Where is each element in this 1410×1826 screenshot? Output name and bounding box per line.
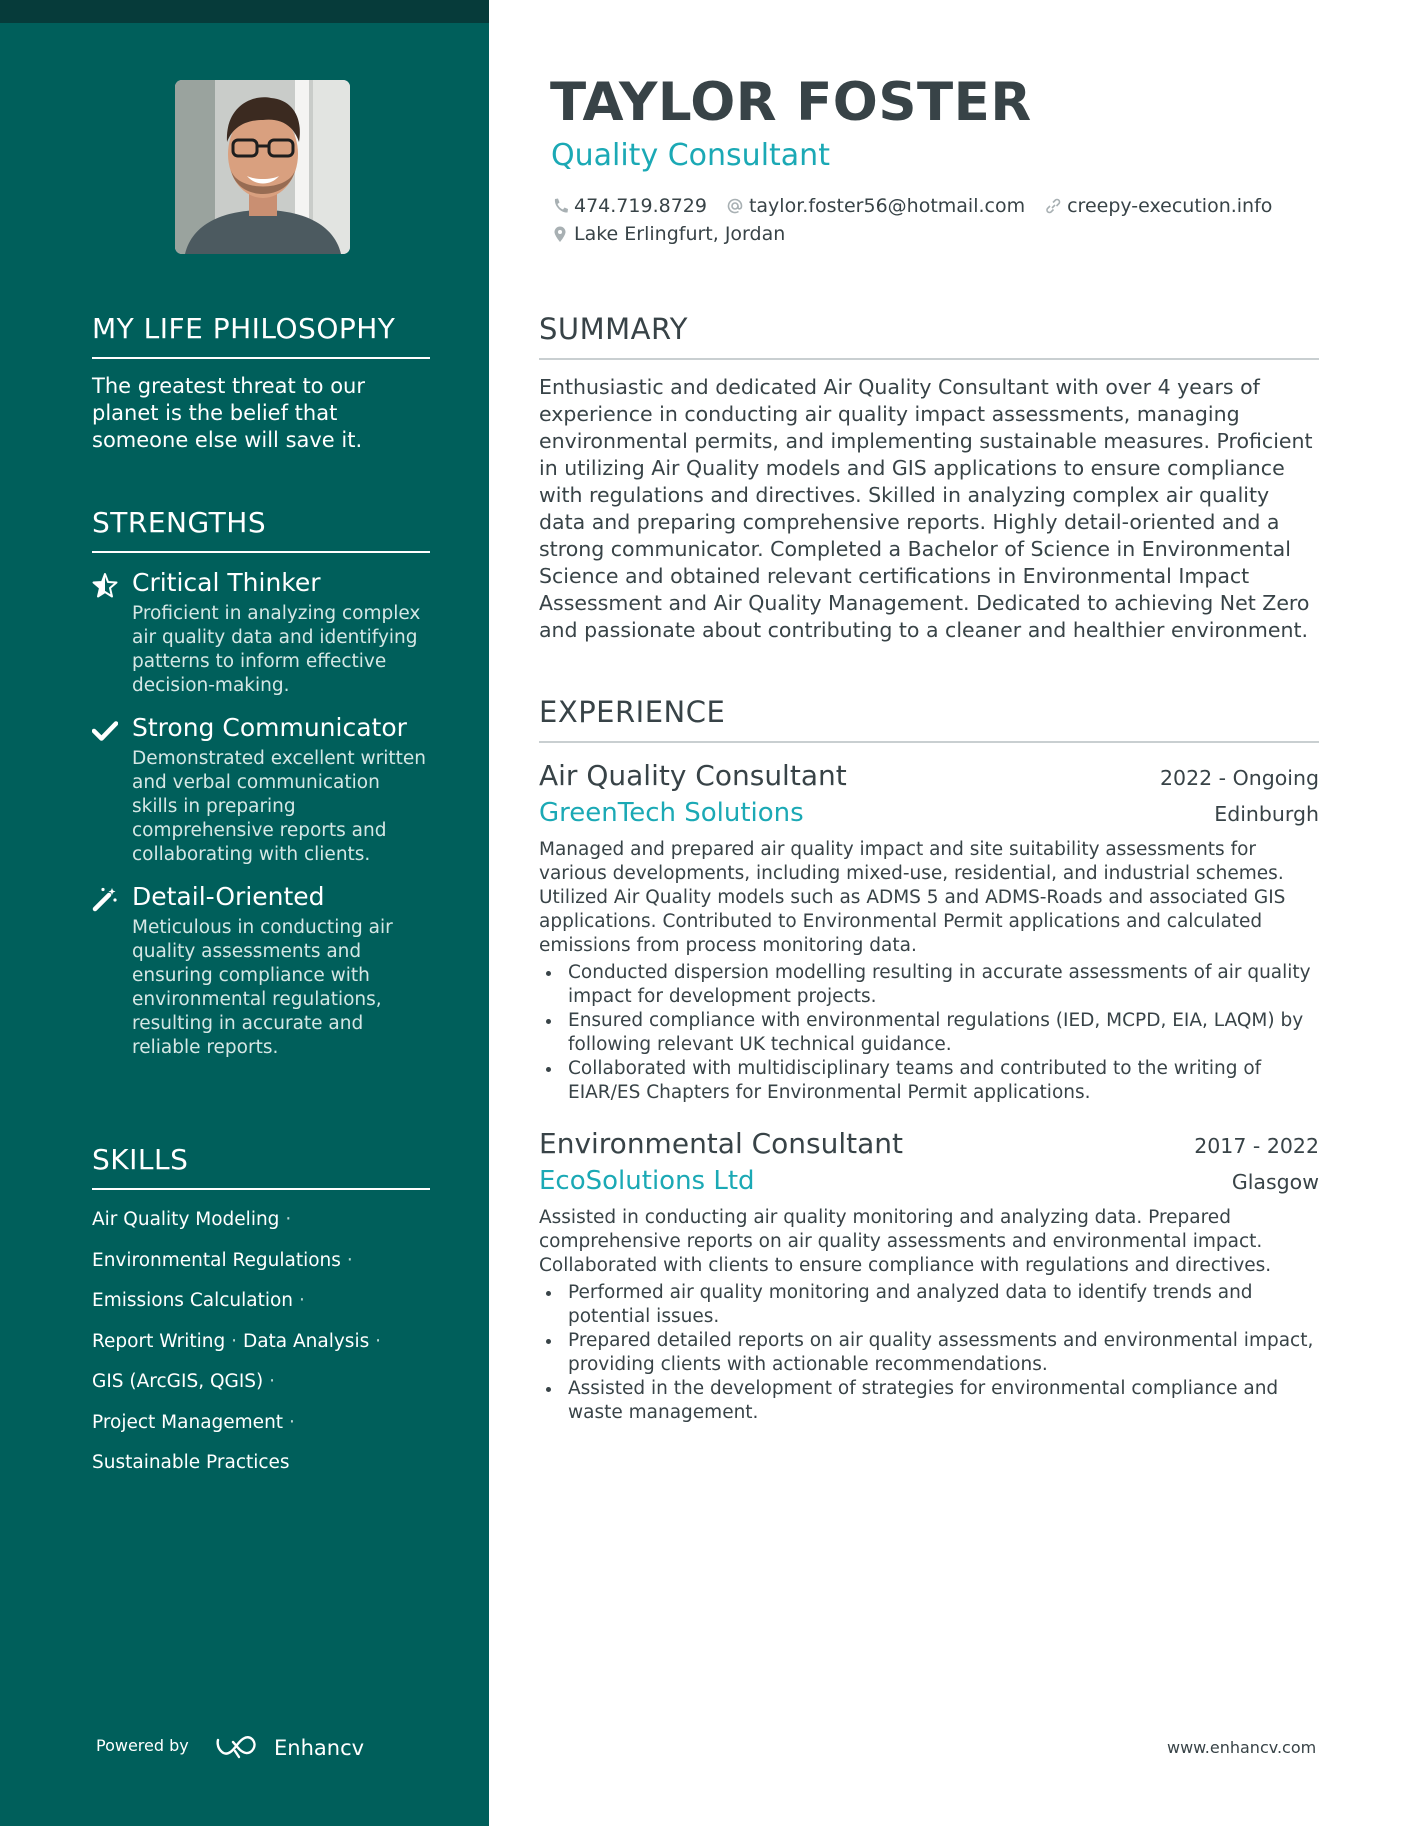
skill-tag: Emissions Calculation xyxy=(92,1290,294,1311)
philosophy-text: The greatest threat to our planet is the belief that someone else will save it. xyxy=(92,374,365,452)
experience-entry xyxy=(539,759,1319,1105)
job-bullet: Collaborated with multidisciplinary teams and contributed to the writing of EIAR/ES Chapters for Environmental Permit applications. xyxy=(539,1057,1319,1105)
job-bullet: Prepared detailed reports on air quality assessments and environmental impact, providing clients with actionable recommendations. xyxy=(539,1329,1319,1377)
candidate-name: TAYLOR FOSTER xyxy=(550,72,1032,133)
phone-number: 474.719.8729 xyxy=(574,195,707,217)
skill-separator: · xyxy=(288,1411,295,1433)
strength-item xyxy=(92,712,430,867)
location-text: Lake Erlingfurt, Jordan xyxy=(574,223,786,245)
link-icon xyxy=(1045,197,1061,215)
job-bullet: Ensured compliance with environmental regulations (IED, MCPD, EIA, LAQM) by following relevant UK technical guidance. xyxy=(539,1009,1319,1057)
job-title: Environmental Consultant xyxy=(539,1127,904,1160)
philosophy-section xyxy=(92,312,430,454)
skills-heading: SKILLS xyxy=(92,1143,430,1190)
experience-section xyxy=(539,695,1319,1425)
strength-title: Strong Communicator xyxy=(132,713,407,742)
at-sign-icon xyxy=(727,197,743,215)
contact-info xyxy=(552,192,1292,248)
candidate-role: Quality Consultant xyxy=(551,138,830,173)
summary-text: Enthusiastic and dedicated Air Quality Consultant with over 4 years of experience in conducting air quality impact assessments, managing environmental permits, and implementing sustainable measures. Proficient in utilizing Air Quality models and GIS applications to ensure compliance with regulations and directives. Skilled in analyzing complex air quality data and preparing comprehensive reports. Highly detail-oriented and a strong communicator. Completed a Bachelor of Science in Environmental Science and obtained relevant certifications in Environmental Impact Assessment and Air Quality Management. Dedicated to achieving Net Zero and passionate about contributing to a cleaner and healthier environment. xyxy=(539,375,1313,642)
job-title: Air Quality Consultant xyxy=(539,759,847,792)
skills-list xyxy=(92,1200,430,1484)
job-bullet: Conducted dispersion modelling resulting in accurate assessments of air quality impact for development projects. xyxy=(539,961,1319,1009)
job-company: EcoSolutions Ltd xyxy=(539,1166,755,1196)
enhancv-logo[interactable] xyxy=(214,1731,374,1763)
job-location: Edinburgh xyxy=(1214,802,1319,826)
email-contact[interactable] xyxy=(727,195,1025,217)
strength-description: Proficient in analyzing complex air quality data and identifying patterns to inform effective decision-making. xyxy=(132,603,421,696)
skill-tag: Report Writing xyxy=(92,1330,226,1352)
magic-wand-icon xyxy=(92,886,118,912)
skill-tag: Project Management xyxy=(92,1411,284,1433)
sidebar-top-bar xyxy=(0,0,489,23)
summary-section xyxy=(539,312,1319,644)
location-contact xyxy=(552,223,785,245)
job-location: Glasgow xyxy=(1231,1170,1319,1194)
job-description: Managed and prepared air quality impact and site suitability assessments for various developments, including mixed-use, residential, and industrial schemes. Utilized Air Quality models such as ADMS 5 and ADMS-Roads and associated GIS applications. Contributed to Environmental Permit applications and calculated emissions from process monitoring data. xyxy=(539,839,1286,956)
job-dates: 2022 - Ongoing xyxy=(1160,766,1319,790)
skills-section xyxy=(92,1143,430,1484)
powered-by-label: Powered by xyxy=(96,1736,189,1755)
job-description: Assisted in conducting air quality monitoring and analyzing data. Prepared comprehensive reports on air quality assessments and environmental impact. Collaborated with clients to ensure compliance with regulations and directives. xyxy=(539,1207,1272,1276)
skill-separator: · xyxy=(231,1330,238,1352)
star-icon xyxy=(92,572,118,598)
skill-tag: Environmental Regulations xyxy=(92,1249,341,1271)
skill-separator: · xyxy=(298,1290,305,1311)
strengths-heading: STRENGTHS xyxy=(92,506,430,553)
job-bullets xyxy=(539,961,1319,1105)
location-pin-icon xyxy=(552,225,568,243)
skill-separator: · xyxy=(269,1371,276,1392)
job-company: GreenTech Solutions xyxy=(539,798,804,828)
skill-separator: · xyxy=(375,1330,382,1352)
skill-separator: · xyxy=(346,1249,353,1271)
experience-entry xyxy=(539,1127,1319,1425)
experience-heading: EXPERIENCE xyxy=(539,695,1319,743)
phone-icon xyxy=(552,197,568,215)
job-dates: 2017 - 2022 xyxy=(1194,1134,1319,1158)
strength-item xyxy=(92,881,430,1060)
strengths-section xyxy=(92,506,430,1060)
enhancv-brand-text: Enhancv xyxy=(274,1736,365,1760)
skill-tag: Sustainable Practices xyxy=(92,1452,290,1473)
skill-tag: GIS (ArcGIS, QGIS) xyxy=(92,1371,264,1392)
strength-title: Detail-Oriented xyxy=(132,882,325,911)
email-address: taylor.foster56@hotmail.com xyxy=(748,195,1026,217)
summary-heading: SUMMARY xyxy=(539,312,1319,360)
skill-separator: · xyxy=(285,1209,292,1230)
checkmark-icon xyxy=(92,717,118,743)
skill-tag: Air Quality Modeling xyxy=(92,1209,280,1230)
skill-tag: Data Analysis xyxy=(242,1330,370,1352)
strength-item xyxy=(92,567,430,698)
job-bullet: Performed air quality monitoring and analyzed data to identify trends and potential issues. xyxy=(539,1281,1319,1329)
strength-description: Meticulous in conducting air quality assessments and ensuring compliance with environmental regulations, resulting in accurate and reliable reports. xyxy=(132,917,393,1058)
website-url: creepy-execution.info xyxy=(1067,195,1273,217)
sidebar xyxy=(0,0,489,1826)
website-footer-link[interactable]: www.enhancv.com xyxy=(1167,1738,1317,1757)
job-bullet: Assisted in the development of strategies for environmental compliance and waste management. xyxy=(539,1377,1319,1425)
profile-photo xyxy=(175,80,350,254)
philosophy-heading: MY LIFE PHILOSOPHY xyxy=(92,312,430,359)
phone-contact[interactable] xyxy=(552,195,707,217)
strength-description: Demonstrated excellent written and verbal communication skills in preparing comprehensive reports and collaborating with clients. xyxy=(132,748,427,865)
website-contact[interactable] xyxy=(1045,195,1272,217)
job-bullets xyxy=(539,1281,1319,1425)
strength-title: Critical Thinker xyxy=(132,568,321,597)
